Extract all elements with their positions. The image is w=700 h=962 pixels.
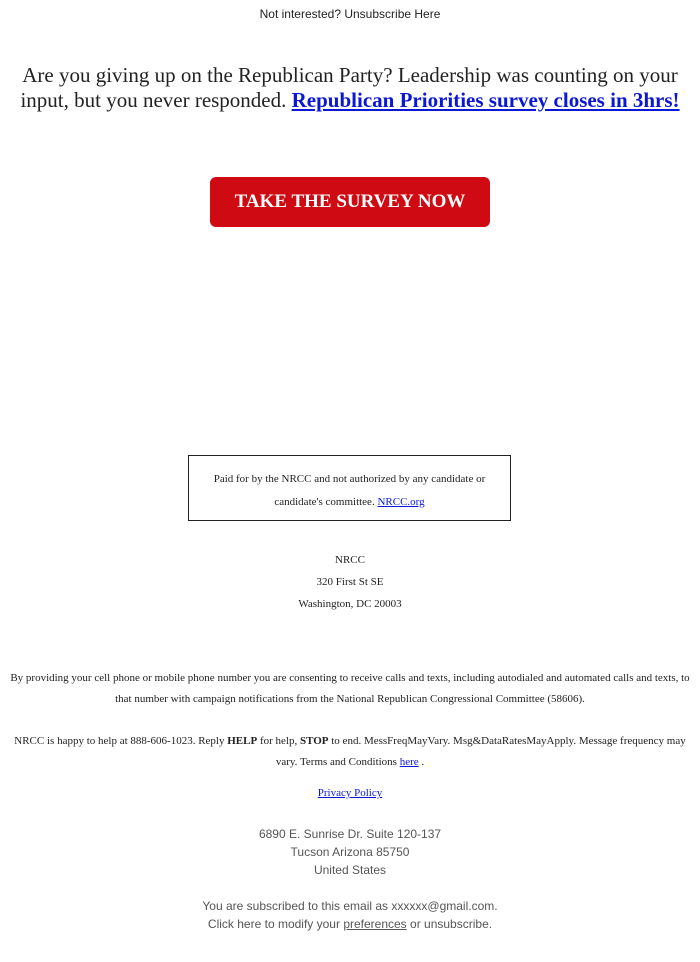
mailing-address bbox=[0, 825, 700, 879]
unsubscribe-prefix: Not interested? bbox=[259, 7, 341, 21]
survey-link[interactable]: Republican Priorities survey closes in 3hrs! bbox=[291, 88, 680, 112]
modify-prefix: Click here to modify your bbox=[207, 917, 340, 931]
paid-for-disclaimer bbox=[188, 455, 511, 521]
help-part2: for help, bbox=[259, 735, 298, 747]
subscription-info bbox=[0, 897, 700, 933]
nrcc-link[interactable]: NRCC.org bbox=[377, 496, 425, 508]
headline bbox=[8, 63, 692, 113]
top-unsubscribe-line bbox=[0, 7, 700, 21]
privacy-policy-row bbox=[0, 787, 700, 799]
consent-text: By providing your cell phone or mobile phone number you are consenting to receive calls and texts, including autodialed and automated calls and texts, to that number with campaign notifications from the National Republican Congressional Committee (58606). bbox=[10, 672, 690, 705]
unsubscribe-link[interactable]: Unsubscribe Here bbox=[344, 7, 441, 21]
subscribed-as-text: You are subscribed to this email as xxxxxx@gmail.com. bbox=[202, 899, 498, 913]
disclaimer-text: Paid for by the NRCC and not authorized by any candidate or candidate's committee. bbox=[213, 473, 486, 508]
nrcc-address bbox=[0, 549, 700, 615]
mailing-line1: 6890 E. Sunrise Dr. Suite 120-137 bbox=[258, 827, 442, 841]
take-survey-button[interactable]: TAKE THE SURVEY NOW bbox=[210, 177, 490, 227]
org-name: NRCC bbox=[335, 554, 365, 566]
street-address: 320 First St SE bbox=[316, 576, 384, 588]
help-part4: . bbox=[421, 756, 425, 768]
city-state-zip: Washington, DC 20003 bbox=[298, 598, 402, 610]
privacy-policy-link[interactable]: Privacy Policy bbox=[317, 787, 383, 799]
help-part3: to end. MessFreqMayVary. Msg&DataRatesMayApply. Message frequency may vary. Terms and Conditions bbox=[275, 735, 686, 768]
terms-here-link[interactable]: here bbox=[399, 756, 419, 768]
modify-suffix: or unsubscribe. bbox=[410, 917, 493, 931]
mailing-line2: Tucson Arizona 85750 bbox=[290, 845, 410, 859]
headline-text: Are you giving up on the Republican Party? Leadership was counting on your input, but you never responded. bbox=[20, 63, 678, 112]
modify-preferences-line bbox=[0, 915, 700, 933]
preferences-link[interactable]: preferences bbox=[343, 917, 407, 931]
mailing-line3: United States bbox=[313, 863, 387, 877]
stop-keyword: STOP bbox=[299, 735, 329, 747]
help-keyword: HELP bbox=[227, 735, 258, 747]
help-part1: NRCC is happy to help at 888-606-1023. Reply bbox=[14, 735, 225, 747]
help-text bbox=[10, 731, 690, 773]
